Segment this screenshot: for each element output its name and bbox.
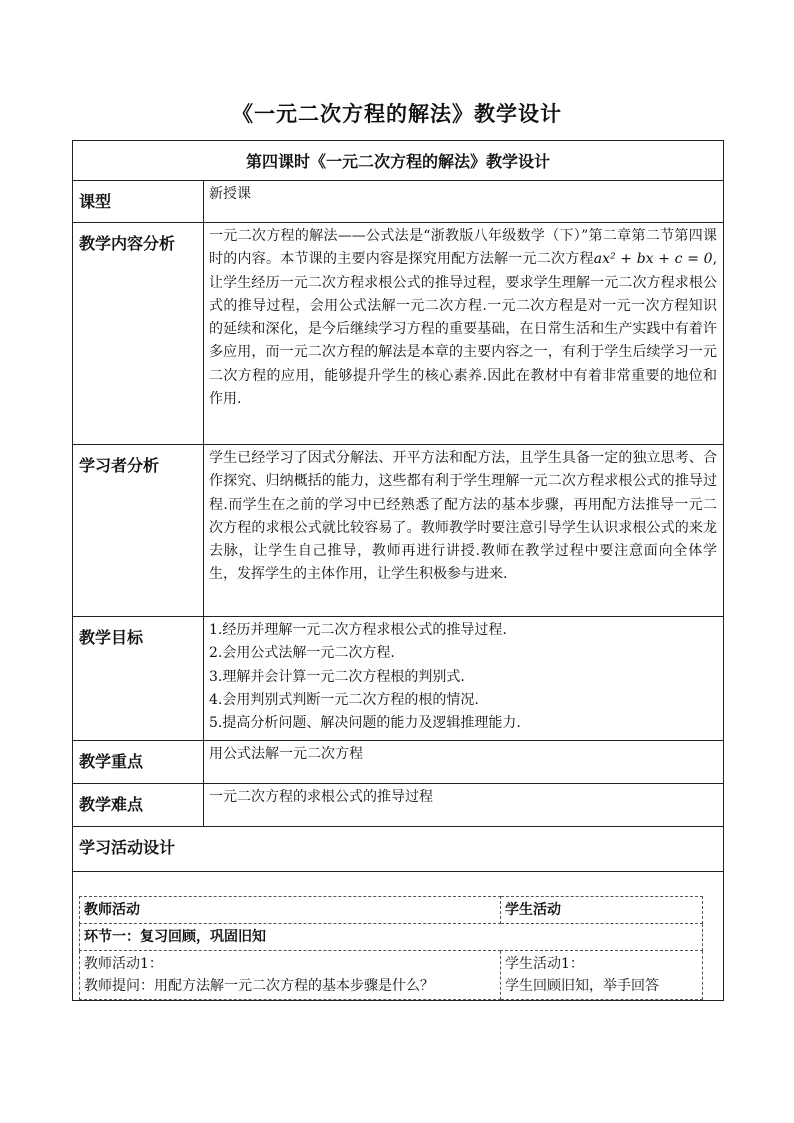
teacher-activity-header: 教师活动 (80, 897, 501, 924)
lesson-subtitle: 第四课时《一元二次方程的解法》教学设计 (73, 141, 724, 181)
learner-analysis-text: 学生已经学习了因式分解法、开平方法和配方法，且学生具备一定的独立思考、合作探究、归纳概括的能力，这些都有利于学生理解一元二次方程求根公式的推导过程.而学生在之前的学习中已经熟悉了配方法的基本步骤，再用配方法推导一元二次方程的求根公式就比较容易了。教师教学时要注意引导学生认识求根公式的来龙去脉，让学生自己推导，教师再进行讲授.教师在教学过程中要注意面向全体学生，发挥学生的主体作用，让学生积极参与进来. (204, 445, 724, 617)
key-point-value: 用公式法解一元二次方程 (204, 741, 724, 784)
course-type-row (73, 181, 724, 223)
activity-header-row (80, 897, 703, 924)
course-type-value: 新授课 (204, 181, 724, 223)
objective-item: 4.会用判别式判断一元二次方程的根的情况. (209, 691, 479, 708)
lesson-plan-table (72, 140, 724, 1001)
teacher-activity-1-title: 教师活动1： (84, 956, 163, 972)
student-activity-1-text: 学生回顾旧知，举手回答 (505, 978, 659, 994)
content-analysis-row (73, 223, 724, 445)
student-activity-1-title: 学生活动1： (505, 956, 584, 972)
objectives-row (73, 617, 724, 741)
key-point-label: 教学重点 (73, 741, 204, 784)
learner-analysis-label: 学习者分析 (73, 445, 204, 617)
objective-item: 1.经历并理解一元二次方程求根公式的推导过程. (209, 622, 507, 638)
objective-item: 3.理解并会计算一元二次方程根的判别式. (209, 668, 465, 685)
difficulty-value: 一元二次方程的求根公式的推导过程 (204, 784, 724, 827)
key-point-row (73, 741, 724, 784)
learner-analysis-row (73, 445, 724, 617)
subtitle-row (73, 141, 724, 181)
activity-design-label: 学习活动设计 (73, 827, 724, 872)
student-activity-header: 学生活动 (501, 897, 703, 924)
activity-row (80, 951, 703, 1000)
section-row (80, 924, 703, 951)
student-activity-1 (501, 951, 703, 1000)
difficulty-label: 教学难点 (73, 784, 204, 827)
activity-design-row (73, 827, 724, 872)
section-title: 环节一：复习回顾，巩固旧知 (80, 924, 703, 951)
objectives-label: 教学目标 (73, 617, 204, 741)
objective-item: 5.提高分析问题、解决问题的能力及逻辑推理能力. (209, 715, 521, 732)
content-analysis-text-part1: 一元二次方程的解法——公式法是“浙教版八年级数学（下）”第二章第二节第四课时的内容。本节课的主要内容是探究用配方法解一元二次方程 (209, 228, 718, 268)
objectives-list (204, 617, 724, 741)
content-analysis-text (204, 223, 724, 445)
objective-item: 2.会用公式法解一元二次方程. (209, 645, 395, 662)
content-analysis-text-part2: ,让学生经历一元二次方程求根公式的推导过程，要求学生理解一元二次方程求根公式的推导过程，会用公式法解一元二次方程.一元二次方程是对一元一次方程知识的延续和深化，是今后继续学习方程的重要基础，在日常生活和生产实践中有着许多应用，而一元二次方程的解法是本章的主要内容之一，有利于学生后续学习一元二次方程的应用，能够提升学生的核心素养.因此在教材中有着非常重要的地位和作用. (209, 251, 718, 408)
difficulty-row (73, 784, 724, 827)
activity-table (79, 896, 703, 1000)
quadratic-formula: ax² + bx + c = 0 (593, 251, 713, 268)
teacher-activity-1-text: 教师提问：用配方法解一元二次方程的基本步骤是什么？ (84, 978, 434, 994)
document-title: 《一元二次方程的解法》教学设计 (232, 101, 562, 126)
content-analysis-label: 教学内容分析 (73, 223, 204, 445)
activity-table-row (73, 872, 724, 1001)
teacher-activity-1 (80, 951, 501, 1000)
course-type-label: 课型 (73, 181, 204, 223)
